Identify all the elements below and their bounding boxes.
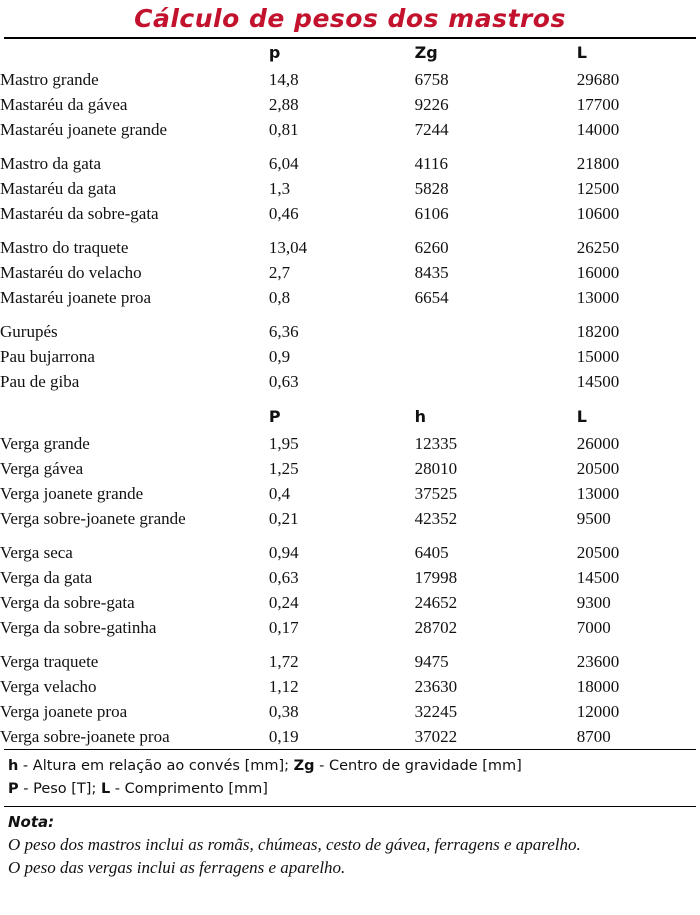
legend-text-h: - Altura em relação ao convés [mm];	[18, 758, 294, 774]
cell-name: Mastro do traquete	[0, 238, 129, 257]
cell-l: 20500	[576, 543, 620, 562]
cell-l: 10600	[576, 204, 620, 223]
cell-name: Gurupés	[0, 322, 58, 341]
cell-l: 9500	[576, 509, 611, 528]
cell-h: 28010	[414, 459, 458, 478]
cell-name: Pau de giba	[0, 372, 80, 391]
group-spacer	[0, 310, 700, 319]
cell-p: 0,9	[268, 347, 291, 366]
table-row	[0, 92, 700, 117]
cell-zg: 7244	[414, 120, 449, 139]
cell-l: 26000	[576, 434, 620, 453]
cell-l: 18200	[576, 322, 620, 341]
legend-text-zg: - Centro de gravidade [mm]	[314, 758, 522, 774]
header-cell-blank-1	[0, 39, 269, 67]
cell-l: 14500	[576, 372, 620, 391]
cell-name: Verga seca	[0, 543, 73, 562]
cell-name: Verga da sobre-gata	[0, 593, 135, 612]
table-row	[0, 456, 700, 481]
cell-p: 0,63	[268, 372, 299, 391]
cell-zg: 5828	[414, 179, 449, 198]
table-row	[0, 481, 700, 506]
cell-l: 9300	[576, 593, 611, 612]
group-spacer	[0, 226, 700, 235]
cell-zg	[415, 344, 577, 369]
cell-p: 0,21	[268, 509, 299, 528]
cell-name: Mastro grande	[0, 70, 99, 89]
table-header-row-2	[0, 403, 700, 431]
cell-name: Mastaréu da gata	[0, 179, 117, 198]
table-row	[0, 699, 700, 724]
group-spacer	[0, 640, 700, 649]
header-cell-l: L	[576, 43, 587, 62]
table-row	[0, 235, 700, 260]
table-header-row-1	[0, 39, 700, 67]
cell-zg: 6654	[414, 288, 449, 307]
cell-zg: 6106	[414, 204, 449, 223]
legend-text-l: - Comprimento [mm]	[110, 781, 268, 797]
note-line-1: O peso dos mastros inclui as romãs, chúmeas, cesto de gávea, ferragens e aparelho.	[8, 835, 581, 854]
cell-l: 14000	[576, 120, 620, 139]
header-cell-l2: L	[576, 407, 587, 426]
legend-line-1	[8, 755, 692, 778]
cell-l: 12500	[576, 179, 620, 198]
cell-name: Verga joanete proa	[0, 702, 128, 721]
group-spacer	[0, 394, 700, 403]
legend-symbol-h: h	[8, 758, 19, 774]
cell-l: 16000	[576, 263, 620, 282]
page-title: Cálculo de pesos dos mastros	[134, 4, 566, 33]
cell-name: Verga traquete	[0, 652, 99, 671]
table-row	[0, 590, 700, 615]
cell-l: 12000	[576, 702, 620, 721]
cell-p: 0,46	[268, 204, 299, 223]
cell-h: 9475	[414, 652, 449, 671]
cell-l: 29680	[576, 70, 620, 89]
note-block	[0, 807, 700, 879]
cell-p: 0,63	[268, 568, 299, 587]
cell-l: 7000	[576, 618, 611, 637]
cell-l: 21800	[576, 154, 620, 173]
table-row	[0, 151, 700, 176]
table-row	[0, 649, 700, 674]
legend-line-2	[8, 778, 692, 801]
cell-p: 2,88	[268, 95, 299, 114]
table-row	[0, 67, 700, 92]
cell-name: Mastaréu da gávea	[0, 95, 128, 114]
cell-name: Mastaréu joanete proa	[0, 288, 152, 307]
cell-p: 0,19	[268, 727, 299, 746]
cell-h: 23630	[414, 677, 458, 696]
note-title: Nota:	[8, 813, 55, 831]
cell-p: 0,4	[268, 484, 291, 503]
masts-spars-table	[0, 39, 700, 749]
cell-l: 13000	[576, 288, 620, 307]
table-row	[0, 506, 700, 531]
header-cell-p: p	[268, 43, 281, 62]
cell-p: 0,81	[268, 120, 299, 139]
cell-name: Pau bujarrona	[0, 347, 95, 366]
cell-zg: 4116	[414, 154, 449, 173]
table-row	[0, 724, 700, 749]
cell-p: 1,12	[268, 677, 299, 696]
table-row	[0, 344, 700, 369]
legend-symbol-l: L	[100, 781, 111, 797]
cell-name: Verga sobre-joanete proa	[0, 727, 170, 746]
cell-l: 17700	[576, 95, 620, 114]
cell-p: 0,94	[268, 543, 299, 562]
cell-name: Mastro da gata	[0, 154, 102, 173]
cell-l: 8700	[576, 727, 611, 746]
cell-h: 32245	[414, 702, 458, 721]
cell-p: 6,36	[268, 322, 299, 341]
legend-symbol-zg: Zg	[293, 758, 315, 774]
cell-name: Mastaréu da sobre-gata	[0, 204, 159, 223]
cell-name: Verga sobre-joanete grande	[0, 509, 186, 528]
cell-zg	[415, 369, 577, 394]
cell-h: 37022	[414, 727, 458, 746]
cell-zg	[415, 319, 577, 344]
cell-name: Mastaréu joanete grande	[0, 120, 168, 139]
cell-l: 26250	[576, 238, 620, 257]
table-row	[0, 674, 700, 699]
cell-p: 2,7	[268, 263, 291, 282]
cell-l: 13000	[576, 484, 620, 503]
cell-p: 0,24	[268, 593, 299, 612]
legend-block	[0, 750, 700, 806]
cell-p: 0,8	[268, 288, 291, 307]
cell-l: 20500	[576, 459, 620, 478]
table-row	[0, 319, 700, 344]
cell-p: 13,04	[268, 238, 308, 257]
cell-h: 17998	[414, 568, 458, 587]
table-row	[0, 431, 700, 456]
cell-h: 12335	[414, 434, 458, 453]
table-row	[0, 565, 700, 590]
cell-p: 0,17	[268, 618, 299, 637]
table-row	[0, 260, 700, 285]
header-cell-zg: Zg	[414, 43, 438, 62]
table-row	[0, 117, 700, 142]
group-spacer	[0, 531, 700, 540]
cell-p: 1,3	[268, 179, 291, 198]
table-row	[0, 369, 700, 394]
table-row	[0, 540, 700, 565]
cell-l: 18000	[576, 677, 620, 696]
cell-p: 14,8	[268, 70, 299, 89]
header-cell-h: h	[414, 407, 427, 426]
cell-h: 24652	[414, 593, 458, 612]
cell-h: 28702	[414, 618, 458, 637]
cell-p: 1,72	[268, 652, 299, 671]
cell-zg: 8435	[414, 263, 449, 282]
cell-name: Verga grande	[0, 434, 90, 453]
cell-l: 23600	[576, 652, 620, 671]
cell-l: 15000	[576, 347, 620, 366]
table-row	[0, 285, 700, 310]
group-spacer	[0, 142, 700, 151]
cell-p: 1,95	[268, 434, 299, 453]
cell-zg: 9226	[414, 95, 449, 114]
header-cell-blank-2	[0, 403, 269, 431]
cell-name: Verga velacho	[0, 677, 97, 696]
cell-name: Verga joanete grande	[0, 484, 144, 503]
note-line-2: O peso das vergas inclui as ferragens e aparelho.	[8, 858, 346, 877]
cell-name: Mastaréu do velacho	[0, 263, 142, 282]
table-row	[0, 201, 700, 226]
cell-h: 42352	[414, 509, 458, 528]
cell-p: 6,04	[268, 154, 299, 173]
cell-name: Verga da gata	[0, 568, 93, 587]
legend-text-p: - Peso [T];	[18, 781, 101, 797]
cell-name: Verga gávea	[0, 459, 84, 478]
cell-h: 37525	[414, 484, 458, 503]
cell-p: 0,38	[268, 702, 299, 721]
cell-l: 14500	[576, 568, 620, 587]
cell-p: 1,25	[268, 459, 299, 478]
cell-name: Verga da sobre-gatinha	[0, 618, 157, 637]
table-row	[0, 615, 700, 640]
cell-h: 6405	[414, 543, 449, 562]
table-row	[0, 176, 700, 201]
legend-symbol-p: P	[8, 781, 19, 797]
header-cell-p2: P	[268, 407, 281, 426]
cell-zg: 6758	[414, 70, 449, 89]
cell-zg: 6260	[414, 238, 449, 257]
